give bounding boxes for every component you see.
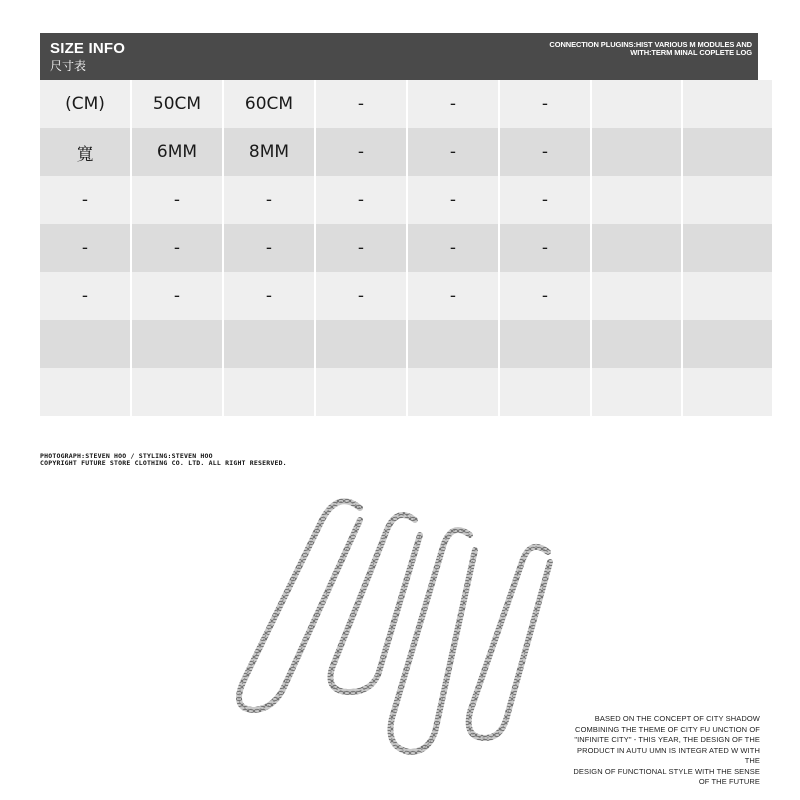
- table-cell: -: [500, 224, 590, 272]
- table-cell: [500, 320, 590, 368]
- table-cell: [592, 176, 681, 224]
- table-cell: [132, 320, 222, 368]
- table-cell: -: [224, 272, 314, 320]
- table-cell: -: [408, 80, 498, 128]
- size-info-subtitle: 尺寸表: [50, 59, 87, 73]
- size-info-title: SIZE INFO: [50, 40, 126, 57]
- table-cell: -: [316, 128, 406, 176]
- table-cell: -: [500, 176, 590, 224]
- table-cell: [683, 80, 772, 128]
- chain-3: [390, 530, 475, 752]
- table-cell: -: [408, 128, 498, 176]
- table-cell: -: [132, 176, 222, 224]
- photo-credits: [40, 453, 287, 467]
- table-cell: (CM): [40, 80, 130, 128]
- table-cell: [683, 368, 772, 416]
- table-cell: [592, 320, 681, 368]
- table-cell: 60CM: [224, 80, 314, 128]
- table-cell: -: [316, 80, 406, 128]
- table-cell: [683, 320, 772, 368]
- table-cell: -: [224, 176, 314, 224]
- table-cell: [683, 224, 772, 272]
- table-cell: -: [408, 272, 498, 320]
- description-line: BASED ON THE CONCEPT OF CITY SHADOW: [594, 714, 760, 723]
- table-cell: [683, 176, 772, 224]
- table-cell: -: [500, 128, 590, 176]
- table-cell: [40, 320, 130, 368]
- product-description: [560, 714, 760, 788]
- table-cell: -: [40, 224, 130, 272]
- table-cell: -: [408, 176, 498, 224]
- table-cell: 6MM: [132, 128, 222, 176]
- credits-line: COPYRIGHT FUTURE STORE CLOTHING CO. LTD. ALL RIGHT RESERVED.: [40, 459, 287, 467]
- table-cell: [683, 272, 772, 320]
- description-line: OF THE FUTURE: [698, 777, 760, 786]
- table-cell: 50CM: [132, 80, 222, 128]
- chain-4: [469, 547, 550, 738]
- table-cell: [592, 128, 681, 176]
- table-cell: [224, 320, 314, 368]
- table-cell: [592, 80, 681, 128]
- table-cell: [132, 368, 222, 416]
- table-cell: [224, 368, 314, 416]
- table-cell: [316, 368, 406, 416]
- table-cell: -: [500, 272, 590, 320]
- table-cell: -: [224, 224, 314, 272]
- size-table: [40, 80, 758, 416]
- table-cell: 寬: [40, 128, 130, 176]
- description-line: DESIGN OF FUNCTIONAL STYLE WITH THE SENSE: [573, 766, 760, 776]
- table-cell: [408, 320, 498, 368]
- table-cell: -: [316, 176, 406, 224]
- table-cell: [683, 128, 772, 176]
- table-cell: [40, 368, 130, 416]
- credits-line: PHOTOGRAPH:STEVEN HOO / STYLING:STEVEN HOO: [40, 452, 213, 460]
- table-cell: -: [500, 80, 590, 128]
- table-cell: [592, 368, 681, 416]
- header-note-line: WITH:TERM MINAL COPLETE LOG: [630, 48, 752, 57]
- chain-1: [239, 501, 360, 710]
- description-line: PRODUCT IN AUTU UMN IS INTEGR ATED W WITH THE: [577, 745, 760, 765]
- description-line: "INFINITE CITY" - THIS YEAR, THE DESIGN OF THE: [574, 735, 760, 744]
- size-info-header: [40, 33, 758, 80]
- header-note-line: CONNECTION PLUGINS:HIST VARIOUS M MODULES AND: [549, 40, 752, 49]
- chain-necklace-icon: [230, 480, 570, 770]
- table-cell: -: [408, 224, 498, 272]
- table-cell: -: [316, 272, 406, 320]
- table-cell: -: [132, 272, 222, 320]
- table-cell: -: [316, 224, 406, 272]
- description-line: COMBINING THE THEME OF CITY FU UNCTION OF: [575, 724, 760, 734]
- table-cell: -: [40, 272, 130, 320]
- table-cell: 8MM: [224, 128, 314, 176]
- table-cell: [408, 368, 498, 416]
- header-note: [512, 41, 752, 57]
- table-cell: [316, 320, 406, 368]
- table-cell: -: [132, 224, 222, 272]
- table-cell: -: [40, 176, 130, 224]
- table-cell: [500, 368, 590, 416]
- table-cell: [592, 272, 681, 320]
- table-cell: [592, 224, 681, 272]
